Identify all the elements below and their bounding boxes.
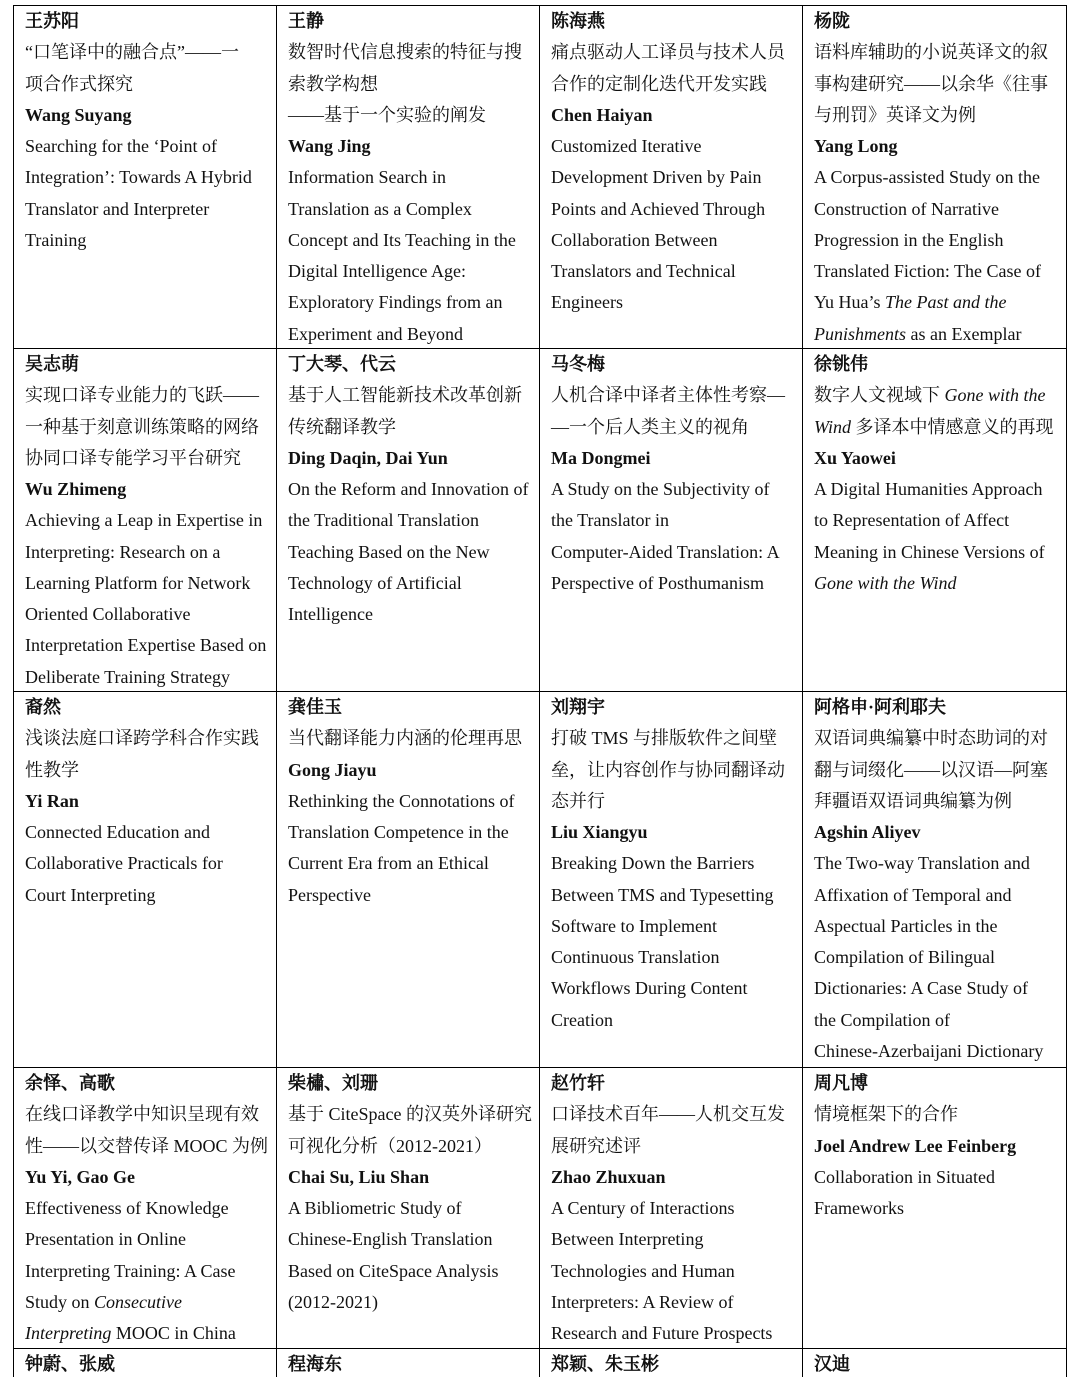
english-title-line: Points and Achieved Through <box>551 198 766 219</box>
text-segment: 多译本中情感意义的再现 <box>851 416 1054 437</box>
italic-title-text: Punishments <box>814 323 906 344</box>
table-cell <box>277 1068 540 1349</box>
english-title-line: Between Interpreting <box>551 1229 704 1250</box>
chinese-title-line: 语料库辅助的小说英译文的叙 <box>814 42 1048 63</box>
english-title-line: Collaboration in Situated <box>814 1166 995 1187</box>
english-title-line: Information Search in <box>288 167 446 188</box>
english-title-line: A Study on the Subjectivity of <box>551 479 770 499</box>
english-title-line: Exploratory Findings from an <box>288 292 503 313</box>
english-title-line: Deliberate Training Strategy <box>25 666 230 687</box>
table-cell <box>540 692 803 1068</box>
english-title-line: A Corpus-assisted Study on the <box>814 167 1041 188</box>
chinese-title-line <box>814 412 1062 443</box>
english-title-line: Compilation of Bilingual <box>814 947 995 967</box>
english-title-line: Interpretation Expertise Based on <box>25 635 267 656</box>
table-cell <box>803 1349 1067 1377</box>
chinese-title-line: 双语词典编纂中时态助词的对 <box>814 728 1048 749</box>
english-title-line: A Century of Interactions <box>551 1198 735 1218</box>
chinese-author: 阿格申·阿利耶夫 <box>814 697 947 717</box>
english-author: Yang Long <box>814 136 898 156</box>
english-title-line <box>814 287 1062 318</box>
text-segment: 数字人文视域下 <box>814 385 945 406</box>
english-title-line: Translation as a Complex <box>288 198 472 219</box>
english-title-line: Intelligence <box>288 604 373 624</box>
english-title-line: Interpreters: A Review of <box>551 1291 734 1312</box>
english-title-line: Translators and Technical <box>551 261 736 281</box>
english-title-line <box>25 1318 272 1349</box>
chinese-title-line: 情境框架下的合作 <box>814 1104 958 1125</box>
english-title-line: Development Driven by Pain <box>551 167 762 188</box>
english-title-line: Affixation of Temporal and <box>814 884 1012 905</box>
chinese-author: 吴志萌 <box>25 354 79 374</box>
table-cell <box>277 1349 540 1377</box>
italic-title-text: Consecutive <box>94 1291 182 1312</box>
chinese-author: 赵竹轩 <box>551 1073 605 1093</box>
english-title-line: Current Era from an Ethical <box>288 853 489 874</box>
text-segment: MOOC in China <box>111 1323 236 1343</box>
english-title-line: Experiment and Beyond <box>288 323 463 344</box>
table-cell <box>277 6 540 349</box>
english-author: Chen Haiyan <box>551 104 653 125</box>
chinese-author: 余怿、高歌 <box>25 1073 115 1093</box>
english-title-line: Breaking Down the Barriers <box>551 853 755 874</box>
chinese-title-line: 实现口译专业能力的飞跃—— <box>25 385 259 406</box>
english-title-line: Collaborative Practicals for <box>25 853 223 874</box>
english-title-line: Learning Platform for Network <box>25 572 251 593</box>
table-cell <box>14 692 277 1068</box>
english-author: Wu Zhimeng <box>25 479 127 499</box>
chinese-title-line: 垒，让内容创作与协同翻译动 <box>551 759 785 780</box>
english-title-line: Computer-Aided Translation: A <box>551 541 780 562</box>
chinese-author: 刘翔宇 <box>551 697 605 717</box>
chinese-title-line: 数智时代信息搜索的特征与搜 <box>288 42 522 63</box>
chinese-author: 龚佳玉 <box>288 697 342 717</box>
english-title-line: A Digital Humanities Approach <box>814 479 1043 499</box>
chinese-title-line: 协同口译专能学习平台研究 <box>25 447 241 468</box>
english-author: Zhao Zhuxuan <box>551 1166 666 1187</box>
english-title-line: Searching for the ‘Point of <box>25 136 217 156</box>
english-title-line: Translation Competence in the <box>288 822 509 842</box>
english-title-line: Chinese-English Translation <box>288 1229 493 1250</box>
table-cell <box>540 1068 803 1349</box>
chinese-title-line: 痛点驱动人工译员与技术人员 <box>551 42 785 63</box>
chinese-author: 马冬梅 <box>551 354 605 374</box>
english-title-line: Oriented Collaborative <box>25 604 191 624</box>
english-title-line: the Compilation of <box>814 1009 950 1030</box>
table-cell <box>803 349 1067 692</box>
english-title-line <box>814 568 1062 599</box>
chinese-author: 周凡博 <box>814 1073 868 1093</box>
chinese-title-line: 拜疆语双语词典编纂为例 <box>814 790 1012 811</box>
chinese-title-line <box>814 380 1062 411</box>
english-title-line: Interpreting: Research on a <box>25 541 221 562</box>
italic-title-text: Gone with the <box>944 385 1046 406</box>
english-author: Joel Andrew Lee Feinberg <box>814 1135 1017 1156</box>
english-title-line: Effectiveness of Knowledge <box>25 1198 229 1218</box>
chinese-author: 王静 <box>288 11 324 31</box>
english-title-line: Presentation in Online <box>25 1229 186 1250</box>
table-cell <box>277 692 540 1068</box>
english-author: Gong Jiayu <box>288 759 377 780</box>
english-title-line: Creation <box>551 1009 613 1030</box>
chinese-author: 王苏阳 <box>25 11 79 31</box>
chinese-title-line: 基于人工智能新技术改革创新 <box>288 385 522 406</box>
english-title-line: Meaning in Chinese Versions of <box>814 541 1045 562</box>
english-title-line: Integration’: Towards A Hybrid <box>25 167 252 188</box>
table-cell <box>277 349 540 692</box>
table-cell <box>14 1068 277 1349</box>
chinese-title-line: 与刑罚》英译文为例 <box>814 104 976 125</box>
chinese-title-line: 索教学构想 <box>288 73 378 94</box>
english-title-line: Progression in the English <box>814 229 1004 250</box>
chinese-author: 钟蔚、张威 <box>25 1354 115 1374</box>
chinese-title-line: 展研究述评 <box>551 1135 641 1156</box>
english-author: Yi Ran <box>25 790 79 811</box>
english-title-line: Chinese-Azerbaijani Dictionary <box>814 1040 1044 1061</box>
english-title-line: Technology of Artificial <box>288 572 462 593</box>
chinese-title-line: 基于 CiteSpace 的汉英外译研究 <box>288 1104 532 1125</box>
english-title-line: Research and Future Prospects <box>551 1323 773 1343</box>
english-title-line: Rethinking the Connotations of <box>288 790 515 811</box>
text-segment: Study on <box>25 1291 95 1312</box>
english-title-line: the Traditional Translation <box>288 510 480 531</box>
english-title-line: Teaching Based on the New <box>288 541 490 562</box>
chinese-title-line: 项合作式探究 <box>25 73 133 94</box>
chinese-author: 柴橚、刘珊 <box>288 1073 378 1093</box>
chinese-title-line: 当代翻译能力内涵的伦理再思 <box>288 728 522 749</box>
table-cell <box>540 349 803 692</box>
english-title-line: The Two-way Translation and <box>814 853 1030 874</box>
italic-title-text: The Past and the <box>885 292 1007 313</box>
chinese-author: 丁大琴、代云 <box>288 354 396 374</box>
english-author: Yu Yi, Gao Ge <box>25 1166 136 1187</box>
english-title-line: Concept and Its Teaching in the <box>288 229 516 250</box>
english-author: Ma Dongmei <box>551 447 651 468</box>
chinese-author: 陈海燕 <box>551 11 605 31</box>
english-title-line: A Bibliometric Study of <box>288 1198 462 1218</box>
english-author: Ding Daqin, Dai Yun <box>288 447 448 468</box>
english-title-line: Translated Fiction: The Case of <box>814 261 1041 281</box>
english-title-line: (2012-2021) <box>288 1291 378 1312</box>
chinese-title-line: “口笔译中的融合点”——一 <box>25 42 239 63</box>
english-title-line: Technologies and Human <box>551 1260 735 1281</box>
english-title-line: Between TMS and Typesetting <box>551 884 774 905</box>
english-title-line <box>25 1287 272 1318</box>
chinese-title-line: 可视化分析（2012-2021） <box>288 1135 492 1156</box>
table-cell <box>540 6 803 349</box>
english-title-line: Perspective of Posthumanism <box>551 572 764 593</box>
chinese-title-line: 性——以交替传译 MOOC 为例 <box>25 1135 269 1156</box>
english-title-line: Achieving a Leap in Expertise in <box>25 510 263 531</box>
table-cell <box>803 692 1067 1068</box>
chinese-title-line: 在线口译教学中知识呈现有效 <box>25 1104 259 1125</box>
text-segment: as an Exemplar <box>906 323 1022 344</box>
papers-table <box>13 5 1067 1377</box>
english-author: Liu Xiangyu <box>551 822 648 842</box>
chinese-title-line: 翻与词缀化——以汉语—阿塞 <box>814 759 1048 780</box>
chinese-title-line: ——基于一个实验的阐发 <box>288 104 486 125</box>
chinese-title-line: 传统翻译教学 <box>288 416 396 437</box>
chinese-author: 程海东 <box>288 1354 342 1374</box>
english-title-line: Aspectual Particles in the <box>814 915 998 936</box>
table-cell <box>803 6 1067 349</box>
chinese-title-line: 浅谈法庭口译跨学科合作实践 <box>25 728 259 749</box>
chinese-title-line: 态并行 <box>551 790 605 811</box>
chinese-author: 汉迪 <box>814 1354 850 1374</box>
chinese-title-line: 一种基于刻意训练策略的网络 <box>25 416 259 437</box>
english-title-line: Based on CiteSpace Analysis <box>288 1260 499 1281</box>
italic-title-text: Interpreting <box>25 1323 112 1343</box>
chinese-author: 徐铫伟 <box>814 354 868 374</box>
chinese-title-line: 性教学 <box>25 759 79 780</box>
table-cell <box>803 1068 1067 1349</box>
english-author: Wang Jing <box>288 136 371 156</box>
english-title-line: Frameworks <box>814 1198 904 1218</box>
english-title-line: Collaboration Between <box>551 229 718 250</box>
chinese-title-line: —一个后人类主义的视角 <box>551 416 749 437</box>
english-title-line: Dictionaries: A Case Study of <box>814 978 1028 999</box>
english-author: Agshin Aliyev <box>814 822 921 842</box>
text-segment: Yu Hua’s <box>814 292 885 313</box>
table-cell <box>14 1349 277 1377</box>
english-title-line: to Representation of Affect <box>814 510 1010 531</box>
table-cell <box>14 349 277 692</box>
chinese-author: 郑颖、朱玉彬 <box>551 1354 659 1374</box>
english-title-line: Connected Education and <box>25 822 210 842</box>
english-author: Xu Yaowei <box>814 447 896 468</box>
italic-title-text: Wind <box>814 416 852 437</box>
table-cell <box>540 1349 803 1377</box>
english-title-line: Software to Implement <box>551 915 717 936</box>
english-title-line: Interpreting Training: A Case <box>25 1260 236 1281</box>
chinese-title-line: 打破 TMS 与排版软件之间壁 <box>551 728 778 749</box>
chinese-title-line: 口译技术百年——人机交互发 <box>551 1104 785 1125</box>
english-author: Wang Suyang <box>25 104 132 125</box>
english-title-line: Construction of Narrative <box>814 198 999 219</box>
chinese-title-line: 合作的定制化迭代开发实践 <box>551 73 767 94</box>
english-title-line: Training <box>25 229 87 250</box>
english-title-line: Perspective <box>288 884 371 905</box>
english-title-line: Engineers <box>551 292 623 313</box>
chinese-author: 裔然 <box>25 697 61 717</box>
english-author: Chai Su, Liu Shan <box>288 1166 430 1187</box>
english-title-line: Translator and Interpreter <box>25 198 210 219</box>
english-title-line: Digital Intelligence Age: <box>288 261 466 281</box>
english-title-line: the Translator in <box>551 510 670 531</box>
english-title-line <box>814 319 1062 350</box>
english-title-line: Court Interpreting <box>25 884 156 905</box>
table-cell <box>14 6 277 349</box>
italic-title-text: Gone with the Wind <box>814 572 957 593</box>
english-title-line: Workflows During Content <box>551 978 748 999</box>
chinese-title-line: 人机合译中译者主体性考察— <box>551 385 785 406</box>
english-title-line: Continuous Translation <box>551 947 720 967</box>
chinese-title-line: 事构建研究——以余华《往事 <box>814 73 1048 94</box>
chinese-author: 杨陇 <box>814 11 850 31</box>
english-title-line: Customized Iterative <box>551 136 702 156</box>
english-title-line: On the Reform and Innovation of <box>288 479 529 499</box>
